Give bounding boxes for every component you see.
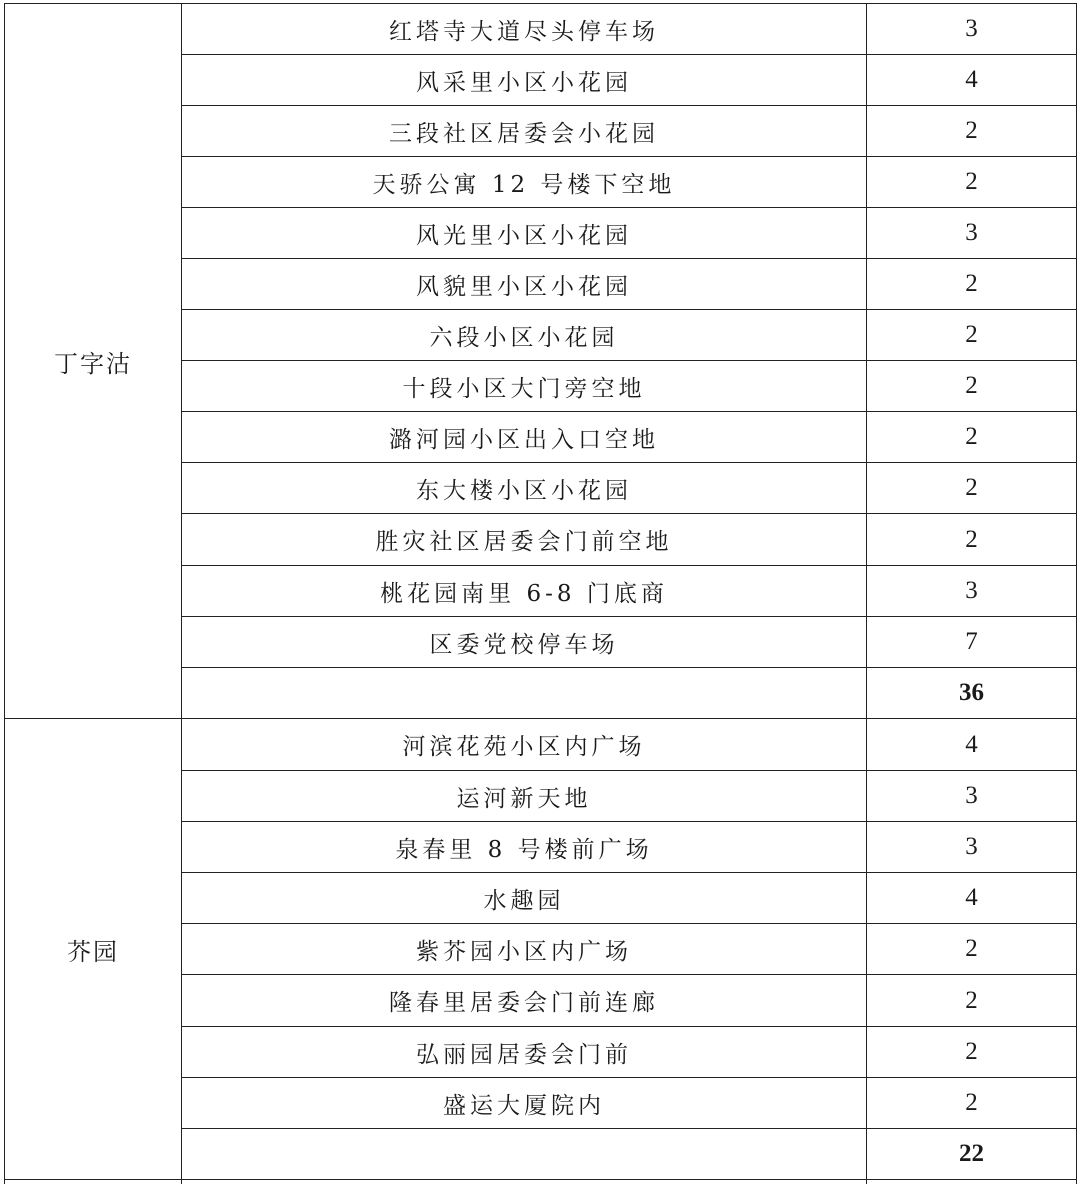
location-count: 7 bbox=[867, 617, 1077, 668]
location-name: 胜灾社区居委会门前空地 bbox=[182, 514, 867, 566]
location-count: 2 bbox=[867, 924, 1077, 975]
location-name: 红塔寺大道尽头停车场 bbox=[182, 4, 867, 55]
location-count: 2 bbox=[867, 259, 1077, 310]
location-name: 十段小区大门旁空地 bbox=[182, 361, 867, 412]
location-name: 风貌里小区小花园 bbox=[182, 259, 867, 310]
location-count: 3 bbox=[867, 208, 1077, 259]
location-name: 东大楼小区小花园 bbox=[182, 463, 867, 514]
location-count: 4 bbox=[867, 873, 1077, 924]
location-count: 2 bbox=[867, 310, 1077, 361]
cut-off-cell bbox=[182, 1180, 867, 1185]
location-count: 2 bbox=[867, 463, 1077, 514]
location-count: 3 bbox=[867, 822, 1077, 873]
subtotal-count: 22 bbox=[867, 1129, 1077, 1180]
location-name: 六段小区小花园 bbox=[182, 310, 867, 361]
location-count: 3 bbox=[867, 771, 1077, 822]
table-row bbox=[5, 719, 1077, 771]
location-count: 4 bbox=[867, 719, 1077, 771]
location-count: 2 bbox=[867, 361, 1077, 412]
district-name: 丁字沽 bbox=[5, 4, 182, 719]
cut-off-cell bbox=[867, 1180, 1077, 1185]
location-name: 天骄公寓 12 号楼下空地 bbox=[182, 157, 867, 208]
location-name: 泉春里 8 号楼前广场 bbox=[182, 822, 867, 873]
location-count: 2 bbox=[867, 106, 1077, 157]
subtotal-blank-cell bbox=[182, 1129, 867, 1180]
cut-off-row bbox=[5, 1180, 1077, 1185]
location-name: 三段社区居委会小花园 bbox=[182, 106, 867, 157]
location-count: 2 bbox=[867, 975, 1077, 1027]
location-count: 3 bbox=[867, 4, 1077, 55]
table-body bbox=[5, 4, 1077, 1185]
site-count-table bbox=[4, 3, 1077, 1184]
subtotal-count: 36 bbox=[867, 668, 1077, 719]
location-name: 水趣园 bbox=[182, 873, 867, 924]
location-name: 风光里小区小花园 bbox=[182, 208, 867, 259]
cut-off-cell bbox=[5, 1180, 182, 1185]
subtotal-blank-cell bbox=[182, 668, 867, 719]
district-name: 芥园 bbox=[5, 719, 182, 1180]
location-count: 2 bbox=[867, 157, 1077, 208]
location-count: 3 bbox=[867, 566, 1077, 617]
location-count: 4 bbox=[867, 55, 1077, 106]
location-name: 紫芥园小区内广场 bbox=[182, 924, 867, 975]
location-count: 2 bbox=[867, 412, 1077, 463]
location-count: 2 bbox=[867, 514, 1077, 566]
location-name: 弘丽园居委会门前 bbox=[182, 1027, 867, 1078]
location-name: 运河新天地 bbox=[182, 771, 867, 822]
location-name: 桃花园南里 6-8 门底商 bbox=[182, 566, 867, 617]
table-row bbox=[5, 4, 1077, 55]
location-name: 河滨花苑小区内广场 bbox=[182, 719, 867, 771]
location-name: 风采里小区小花园 bbox=[182, 55, 867, 106]
location-name: 隆春里居委会门前连廊 bbox=[182, 975, 867, 1027]
location-name: 盛运大厦院内 bbox=[182, 1078, 867, 1129]
location-name: 潞河园小区出入口空地 bbox=[182, 412, 867, 463]
location-count: 2 bbox=[867, 1078, 1077, 1129]
location-count: 2 bbox=[867, 1027, 1077, 1078]
location-name: 区委党校停车场 bbox=[182, 617, 867, 668]
